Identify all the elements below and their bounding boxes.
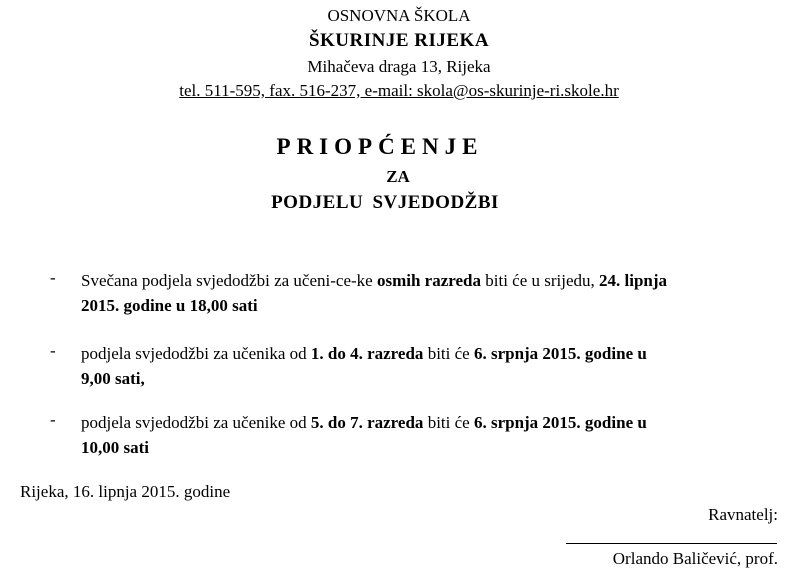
school-address: Mihačeva draga 13, Rijeka	[307, 57, 491, 76]
list-dash: -	[50, 341, 56, 360]
signature-line	[566, 543, 777, 544]
list-item-line-1: Svečana podjela svjedodžbi za učeni-ce-ke osmih razreda biti će u srijedu, 24. lipnja	[81, 271, 668, 290]
school-contact: tel. 511-595, fax. 516-237, e-mail: skola@os-skurinje-ri.skole.hr	[179, 81, 619, 100]
list-item-line-2: 9,00 sati,	[81, 369, 145, 388]
list-dash: -	[50, 410, 56, 429]
list-item-line-2: 10,00 sati	[81, 438, 149, 457]
signatory-name: Orlando Baličević, prof.	[612, 549, 778, 568]
list-dash: -	[50, 268, 56, 287]
document-title: PRIOPĆENJE	[276, 134, 484, 159]
school-type: OSNOVNA ŠKOLA	[327, 6, 471, 25]
school-name: ŠKURINJE RIJEKA	[308, 30, 490, 51]
list-item-line-1: podjela svjedodžbi za učenika od 1. do 4. razreda biti će 6. srpnja 2015. godine u	[81, 344, 647, 363]
title-za: ZA	[386, 167, 410, 186]
list-item-line-1: podjela svjedodžbi za učenike od 5. do 7. razreda biti će 6. srpnja 2015. godine u	[81, 413, 647, 432]
list-item-line-2: 2015. godine u 18,00 sati	[81, 296, 258, 315]
title-subject: PODJELU SVJEDODŽBI	[271, 192, 499, 213]
signatory-role: Ravnatelj:	[708, 505, 778, 524]
document-date: Rijeka, 16. lipnja 2015. godine	[20, 482, 231, 501]
